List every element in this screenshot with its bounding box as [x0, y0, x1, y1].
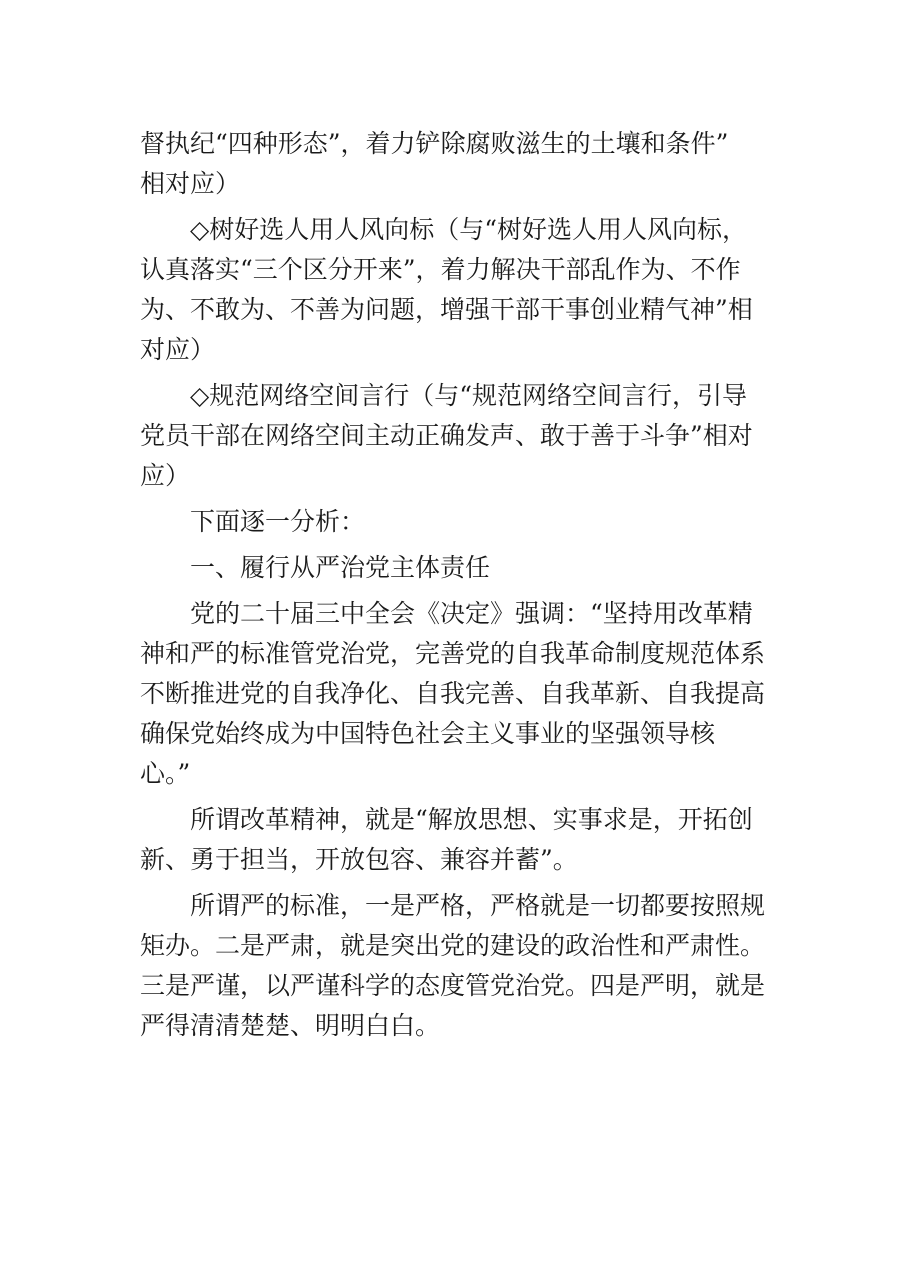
paragraph-intro-analysis — [140, 502, 772, 542]
text-line: 党的二十届三中全会《决定》强调：“坚持用改革精 — [190, 599, 753, 628]
paragraph-decision-quote — [140, 594, 772, 794]
text-line: 下面逐一分析： — [190, 507, 366, 536]
text-line: 党员干部在网络空间主动正确发声、敢于善于斗争”相对 — [140, 421, 753, 450]
paragraph-cyberspace-conduct — [140, 376, 772, 496]
text-line: 三是严谨，以严谨科学的态度管党治党。四是严明，就是 — [140, 971, 766, 1000]
text-line: 所谓改革精神，就是“解放思想、实事求是，开拓创 — [190, 805, 753, 834]
text-line: 严得清清楚楚、明明白白。 — [140, 1011, 441, 1040]
text-line: 心。” — [140, 759, 191, 788]
text-line: 不断推进党的自我净化、自我完善、自我革新、自我提高 — [140, 679, 766, 708]
text-line: 督执纪“四种形态”，着力铲除腐败滋生的土壤和条件” — [140, 129, 729, 158]
text-line: 所谓严的标准，一是严格，严格就是一切都要按照规 — [190, 891, 766, 920]
heading-line: 一、履行从严治党主体责任 — [190, 553, 491, 582]
paragraph-strict-standard — [140, 886, 772, 1046]
text-line: 认真落实“三个区分开来”，着力解决干部乱作为、不作 — [140, 255, 741, 284]
text-line: 对应） — [140, 335, 216, 364]
section-heading — [140, 548, 772, 588]
text-line: 确保党始终成为中国特色社会主义事业的坚强领导核 — [140, 719, 716, 748]
paragraph-reform-spirit — [140, 800, 772, 880]
text-line: 神和严的标准管党治党，完善党的自我革命制度规范体系 — [140, 639, 766, 668]
text-line: 应） — [140, 461, 191, 490]
text-line: 新、勇于担当，开放包容、兼容并蓄”。 — [140, 845, 578, 874]
paragraph-continuation — [140, 124, 772, 204]
paragraph-selection-standard — [140, 210, 772, 370]
text-line: 为、不敢为、不善为问题，增强干部干事创业精气神”相 — [140, 295, 753, 324]
text-line: 矩办。二是严肃，就是突出党的建设的政治性和严肃性。 — [140, 931, 766, 960]
body-text — [140, 124, 772, 1052]
text-line: 相对应） — [140, 169, 241, 198]
text-line: ◇规范网络空间言行（与“规范网络空间言行，引导 — [190, 381, 748, 410]
text-line: ◇树好选人用人风向标（与“树好选人用人风向标， — [190, 215, 748, 244]
